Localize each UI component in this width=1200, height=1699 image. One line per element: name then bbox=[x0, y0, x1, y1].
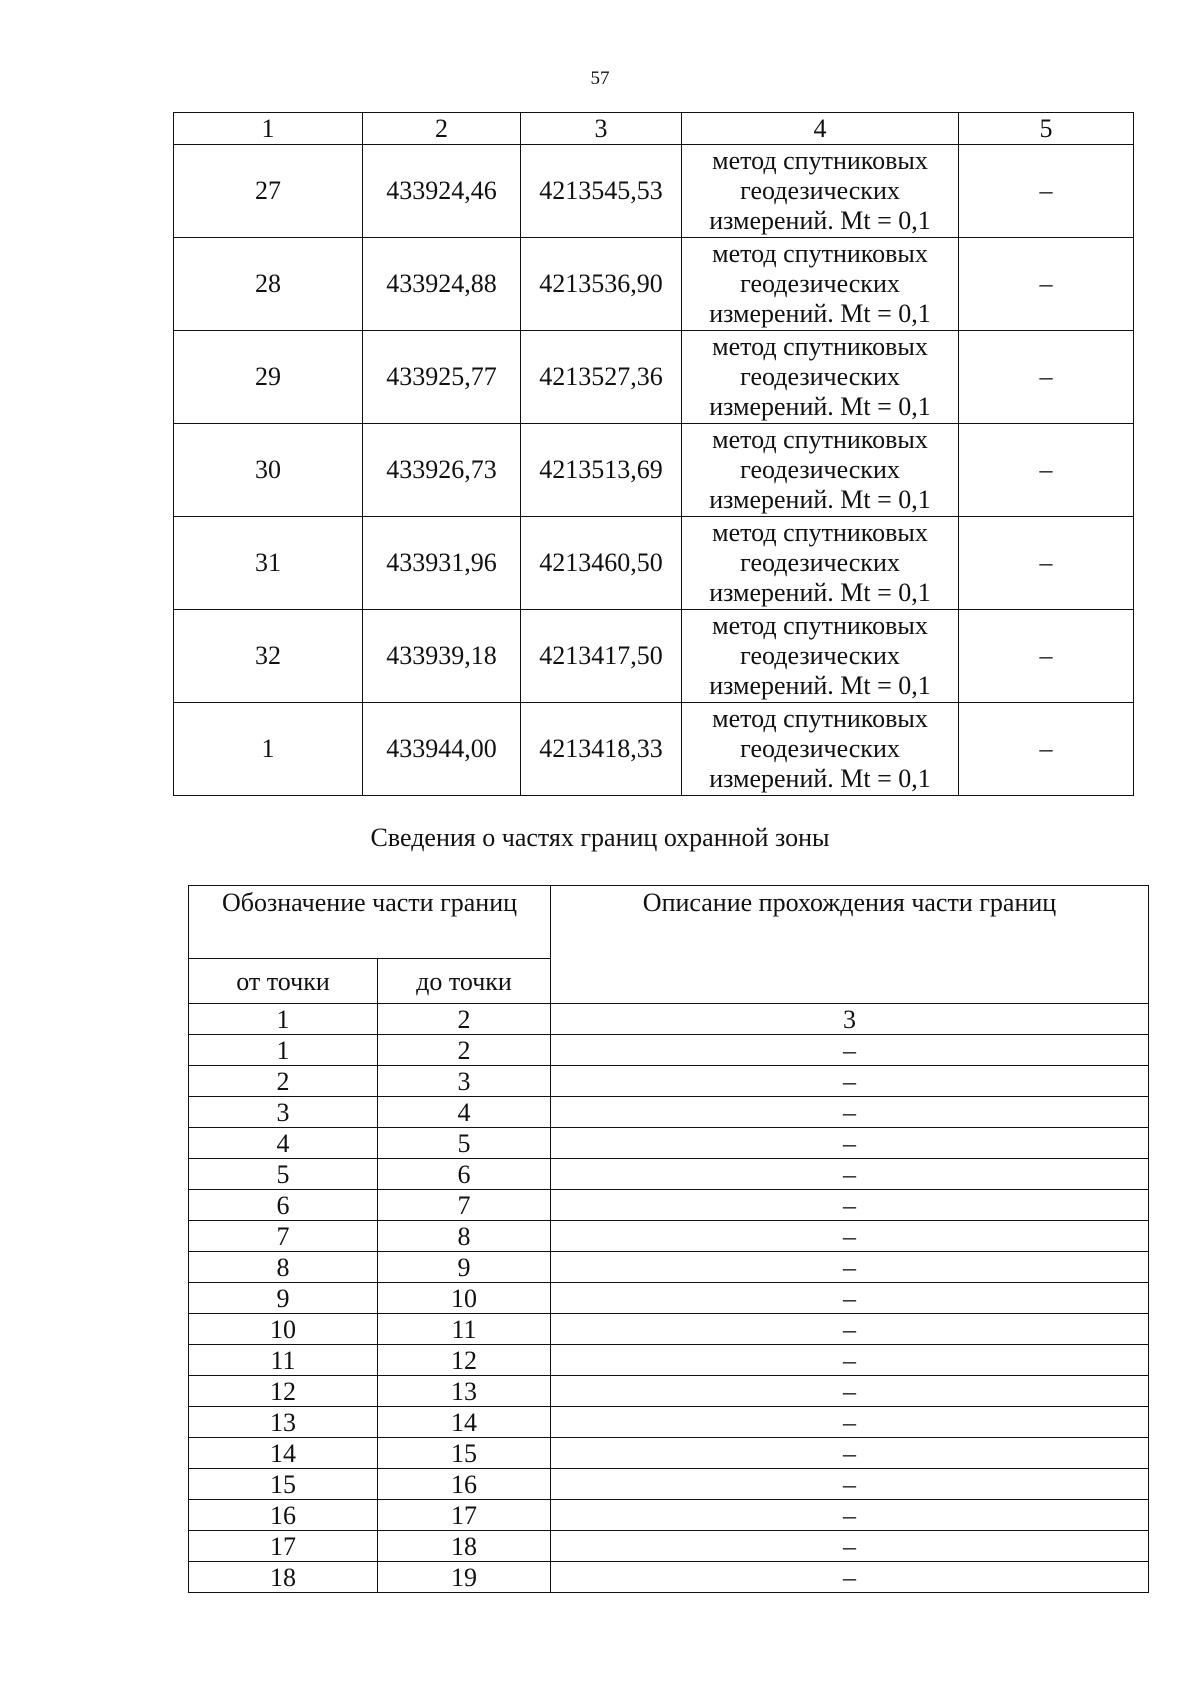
point-cell: 32 bbox=[174, 610, 363, 703]
to-point-cell: 5 bbox=[378, 1128, 551, 1159]
table-row bbox=[174, 610, 1134, 703]
header-cell: 5 bbox=[959, 113, 1134, 145]
section-title: Сведения о частях границ охранной зоны bbox=[370, 823, 830, 852]
description-cell: – bbox=[551, 1345, 1149, 1376]
table-row bbox=[189, 1376, 1149, 1407]
table-row bbox=[174, 424, 1134, 517]
x-coordinate-cell: 433924,46 bbox=[363, 145, 521, 238]
from-point-cell: 10 bbox=[189, 1314, 378, 1345]
description-cell: – bbox=[551, 1097, 1149, 1128]
method-cell: метод спутниковых геодезических измерений. Mt = 0,1 bbox=[682, 517, 959, 610]
point-cell: 30 bbox=[174, 424, 363, 517]
description-cell: – bbox=[551, 1469, 1149, 1500]
to-point-header: до точки bbox=[378, 959, 551, 1004]
table-row bbox=[189, 1190, 1149, 1221]
y-coordinate-cell: 4213460,50 bbox=[521, 517, 682, 610]
header-cell: 4 bbox=[682, 113, 959, 145]
point-cell: 28 bbox=[174, 238, 363, 331]
y-coordinate-cell: 4213418,33 bbox=[521, 703, 682, 796]
description-cell: – bbox=[551, 1190, 1149, 1221]
from-point-cell: 9 bbox=[189, 1283, 378, 1314]
description-cell: – bbox=[551, 1376, 1149, 1407]
method-cell: метод спутниковых геодезических измерений. Mt = 0,1 bbox=[682, 610, 959, 703]
from-point-cell: 13 bbox=[189, 1407, 378, 1438]
header-cell: 3 bbox=[521, 113, 682, 145]
from-point-cell: 6 bbox=[189, 1190, 378, 1221]
description-cell: – bbox=[551, 1066, 1149, 1097]
note-cell: – bbox=[959, 238, 1134, 331]
table-row bbox=[189, 1345, 1149, 1376]
to-point-cell: 14 bbox=[378, 1407, 551, 1438]
to-point-cell: 13 bbox=[378, 1376, 551, 1407]
from-point-cell: 3 bbox=[189, 1097, 378, 1128]
x-coordinate-cell: 433931,96 bbox=[363, 517, 521, 610]
point-cell: 31 bbox=[174, 517, 363, 610]
table-row bbox=[189, 1066, 1149, 1097]
from-point-cell: 11 bbox=[189, 1345, 378, 1376]
table-row bbox=[189, 1500, 1149, 1531]
from-point-cell: 15 bbox=[189, 1469, 378, 1500]
to-point-cell: 9 bbox=[378, 1252, 551, 1283]
point-cell: 29 bbox=[174, 331, 363, 424]
description-cell: – bbox=[551, 1407, 1149, 1438]
from-point-cell: 1 bbox=[189, 1035, 378, 1066]
from-point-cell: 17 bbox=[189, 1531, 378, 1562]
table-row bbox=[189, 1438, 1149, 1469]
table-row bbox=[189, 1035, 1149, 1066]
description-cell: – bbox=[551, 1314, 1149, 1345]
from-point-cell: 16 bbox=[189, 1500, 378, 1531]
note-cell: – bbox=[959, 610, 1134, 703]
note-cell: – bbox=[959, 424, 1134, 517]
to-point-cell: 3 bbox=[378, 1066, 551, 1097]
method-cell: метод спутниковых геодезических измерений. Mt = 0,1 bbox=[682, 331, 959, 424]
method-cell: метод спутниковых геодезических измерений. Mt = 0,1 bbox=[682, 703, 959, 796]
header-cell: 2 bbox=[363, 113, 521, 145]
y-coordinate-cell: 4213545,53 bbox=[521, 145, 682, 238]
table-row bbox=[174, 238, 1134, 331]
table-row bbox=[174, 703, 1134, 796]
x-coordinate-cell: 433926,73 bbox=[363, 424, 521, 517]
description-cell: – bbox=[551, 1035, 1149, 1066]
description-cell: – bbox=[551, 1531, 1149, 1562]
from-point-header: от точки bbox=[189, 959, 378, 1004]
y-coordinate-cell: 4213513,69 bbox=[521, 424, 682, 517]
to-point-cell: 19 bbox=[378, 1562, 551, 1593]
boundary-description-header: Описание прохождения части границ bbox=[551, 886, 1149, 1004]
table-row bbox=[189, 1097, 1149, 1128]
description-cell: – bbox=[551, 1438, 1149, 1469]
to-point-cell: 7 bbox=[378, 1190, 551, 1221]
note-cell: – bbox=[959, 703, 1134, 796]
to-point-cell: 17 bbox=[378, 1500, 551, 1531]
note-cell: – bbox=[959, 517, 1134, 610]
y-coordinate-cell: 4213536,90 bbox=[521, 238, 682, 331]
table-row bbox=[189, 1159, 1149, 1190]
column-number-cell: 1 bbox=[189, 1004, 378, 1035]
description-cell: – bbox=[551, 1500, 1149, 1531]
boundary-designation-header: Обозначение части границ bbox=[189, 886, 551, 959]
x-coordinate-cell: 433939,18 bbox=[363, 610, 521, 703]
from-point-cell: 12 bbox=[189, 1376, 378, 1407]
description-cell: – bbox=[551, 1159, 1149, 1190]
note-cell: – bbox=[959, 145, 1134, 238]
point-cell: 1 bbox=[174, 703, 363, 796]
table-row bbox=[189, 1252, 1149, 1283]
to-point-cell: 8 bbox=[378, 1221, 551, 1252]
from-point-cell: 14 bbox=[189, 1438, 378, 1469]
description-cell: – bbox=[551, 1221, 1149, 1252]
from-point-cell: 7 bbox=[189, 1221, 378, 1252]
to-point-cell: 6 bbox=[378, 1159, 551, 1190]
x-coordinate-cell: 433944,00 bbox=[363, 703, 521, 796]
description-cell: – bbox=[551, 1562, 1149, 1593]
to-point-cell: 15 bbox=[378, 1438, 551, 1469]
coordinates-table bbox=[173, 112, 1134, 796]
y-coordinate-cell: 4213527,36 bbox=[521, 331, 682, 424]
column-number-cell: 3 bbox=[551, 1004, 1149, 1035]
to-point-cell: 2 bbox=[378, 1035, 551, 1066]
table-header-row bbox=[174, 113, 1134, 145]
table-row bbox=[174, 145, 1134, 238]
note-cell: – bbox=[959, 331, 1134, 424]
from-point-cell: 2 bbox=[189, 1066, 378, 1097]
table-row bbox=[189, 1562, 1149, 1593]
table-row bbox=[189, 1314, 1149, 1345]
description-cell: – bbox=[551, 1128, 1149, 1159]
column-number-row bbox=[189, 1004, 1149, 1035]
from-point-cell: 4 bbox=[189, 1128, 378, 1159]
method-cell: метод спутниковых геодезических измерений. Mt = 0,1 bbox=[682, 424, 959, 517]
y-coordinate-cell: 4213417,50 bbox=[521, 610, 682, 703]
point-cell: 27 bbox=[174, 145, 363, 238]
description-cell: – bbox=[551, 1283, 1149, 1314]
header-cell: 1 bbox=[174, 113, 363, 145]
table-row bbox=[189, 1221, 1149, 1252]
table-header-row bbox=[189, 886, 1149, 959]
from-point-cell: 8 bbox=[189, 1252, 378, 1283]
to-point-cell: 4 bbox=[378, 1097, 551, 1128]
table-row bbox=[174, 517, 1134, 610]
page-number: 57 bbox=[590, 68, 610, 89]
x-coordinate-cell: 433924,88 bbox=[363, 238, 521, 331]
to-point-cell: 10 bbox=[378, 1283, 551, 1314]
x-coordinate-cell: 433925,77 bbox=[363, 331, 521, 424]
table-row bbox=[189, 1407, 1149, 1438]
table-row bbox=[189, 1283, 1149, 1314]
from-point-cell: 18 bbox=[189, 1562, 378, 1593]
table-row bbox=[174, 331, 1134, 424]
method-cell: метод спутниковых геодезических измерений. Mt = 0,1 bbox=[682, 145, 959, 238]
boundary-parts-table bbox=[188, 885, 1149, 1593]
to-point-cell: 12 bbox=[378, 1345, 551, 1376]
table-row bbox=[189, 1128, 1149, 1159]
to-point-cell: 18 bbox=[378, 1531, 551, 1562]
table-row bbox=[189, 1531, 1149, 1562]
to-point-cell: 16 bbox=[378, 1469, 551, 1500]
to-point-cell: 11 bbox=[378, 1314, 551, 1345]
table-row bbox=[189, 1469, 1149, 1500]
method-cell: метод спутниковых геодезических измерений. Mt = 0,1 bbox=[682, 238, 959, 331]
description-cell: – bbox=[551, 1252, 1149, 1283]
column-number-cell: 2 bbox=[378, 1004, 551, 1035]
from-point-cell: 5 bbox=[189, 1159, 378, 1190]
